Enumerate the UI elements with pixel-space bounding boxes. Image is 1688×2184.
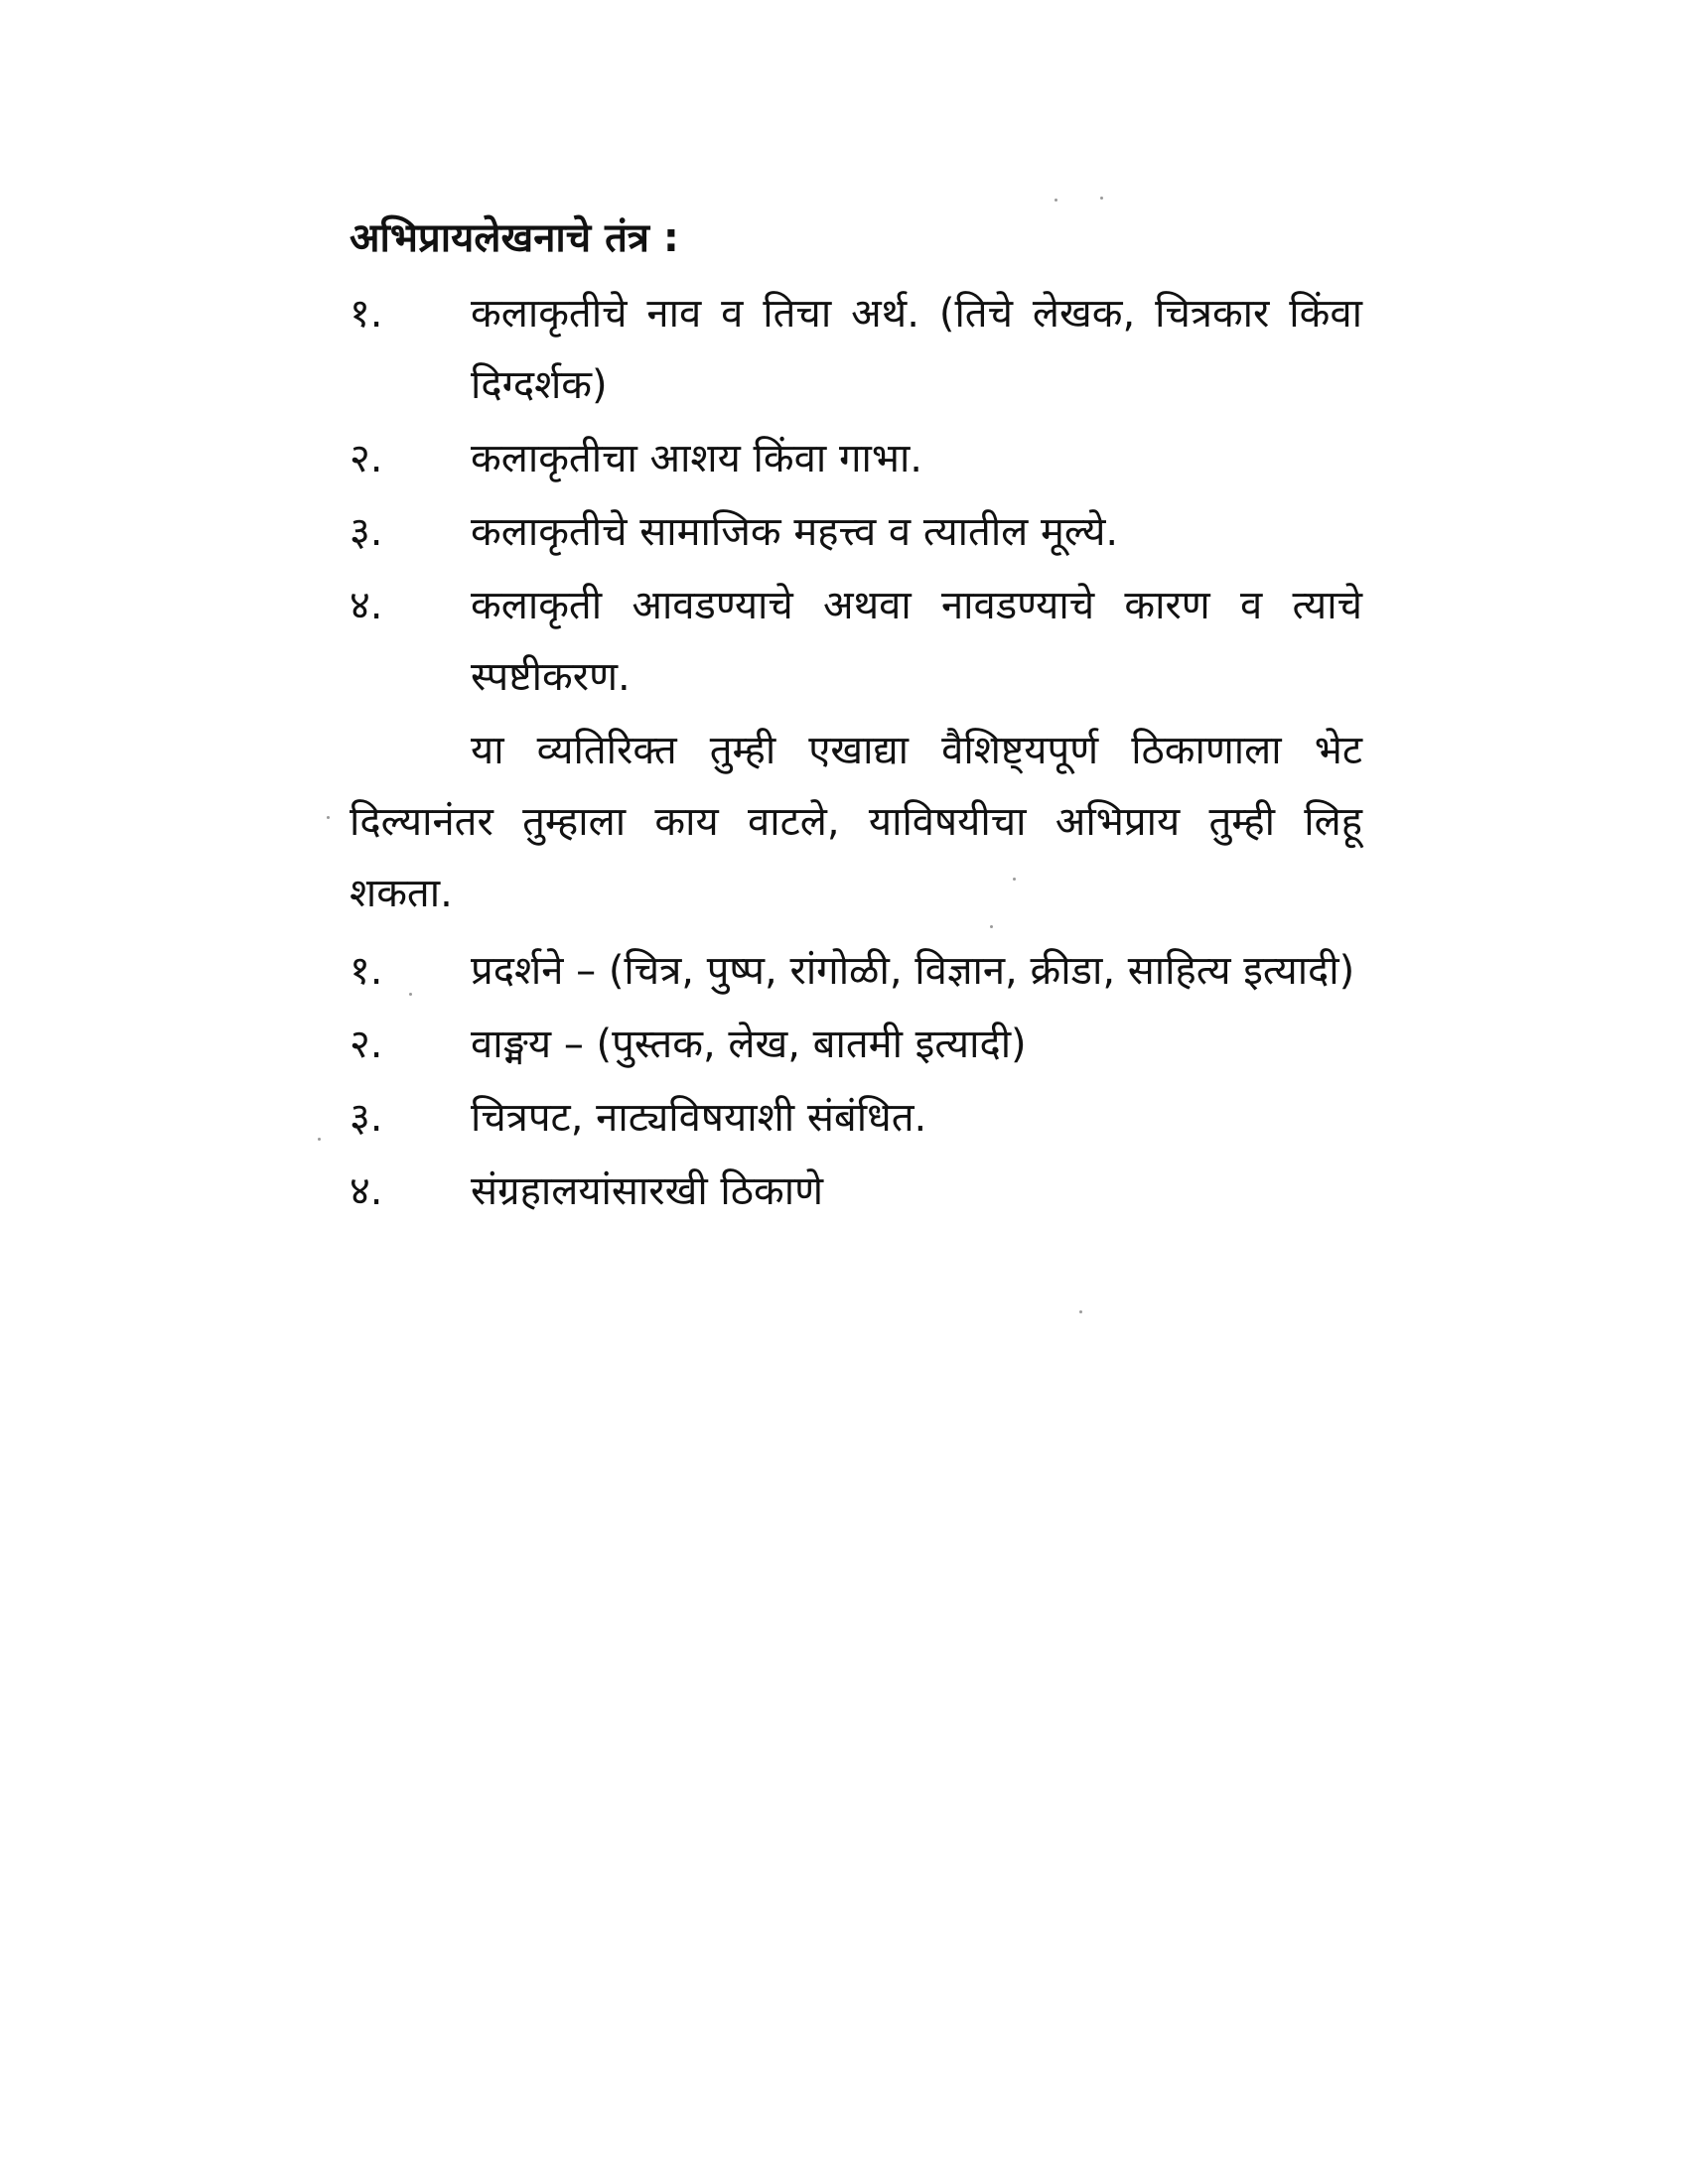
list-item-text: कलाकृतीचे नाव व तिचा अर्थ. (तिचे लेखक, चित्रकार किंवा दिग्दर्शक): [471, 291, 1362, 408]
list-item-text: कलाकृतीचा आशय किंवा गाभा.: [471, 436, 923, 481]
list-item: [350, 935, 1362, 1007]
scan-speck: [1100, 197, 1103, 200]
section-heading: अभिप्रायलेखनाचे तंत्र :: [350, 215, 679, 261]
list-item-text: वाङ्मय – (पुस्तक, लेख, बातमी इत्यादी): [471, 1022, 1027, 1067]
scan-speck: [1055, 199, 1057, 202]
list-item-text: चित्रपट, नाट्यविषयाशी संबंधित.: [471, 1095, 927, 1141]
list-item: [350, 423, 1362, 494]
list-item: [350, 1082, 1362, 1154]
list-item-number: ४.: [350, 583, 383, 628]
scan-speck: [1079, 1310, 1082, 1313]
document-content: [350, 208, 1362, 1229]
places-list: [350, 935, 1362, 1227]
list-item: [350, 278, 1362, 421]
list-item-number: ३.: [350, 1095, 383, 1141]
list-item-number: ४.: [350, 1168, 383, 1214]
list-item-number: ३.: [350, 509, 383, 555]
technique-list: [350, 278, 1362, 713]
list-item-number: २.: [350, 1022, 383, 1067]
list-item-number: १.: [350, 291, 383, 337]
list-item-number: २.: [350, 436, 383, 481]
scan-speck: [318, 1138, 321, 1141]
list-item-text: प्रदर्शने – (चित्र, पुष्प, रांगोळी, विज्ञान, क्रीडा, साहित्य इत्यादी): [471, 948, 1355, 994]
list-item: [350, 1156, 1362, 1227]
list-item-text: संग्रहालयांसारखी ठिकाणे: [471, 1168, 824, 1214]
list-item-text: कलाकृती आवडण्याचे अथवा नावडण्याचे कारण व त्याचे स्पष्टीकरण.: [471, 583, 1362, 700]
list-item: [350, 496, 1362, 568]
list-item-text: कलाकृतीचे सामाजिक महत्त्व व त्यातील मूल्ये.: [471, 509, 1119, 555]
list-item-number: १.: [350, 948, 383, 994]
list-item: [350, 570, 1362, 713]
body-paragraph: या व्यतिरिक्त तुम्ही एखाद्या वैशिष्ट्यपूर्ण ठिकाणाला भेट दिल्यानंतर तुम्हाला काय वाटले, याविषयीचा अभिप्राय तुम्ही लिहू शकता.: [350, 728, 1362, 916]
scan-speck: [327, 816, 330, 819]
list-item: [350, 1009, 1362, 1080]
